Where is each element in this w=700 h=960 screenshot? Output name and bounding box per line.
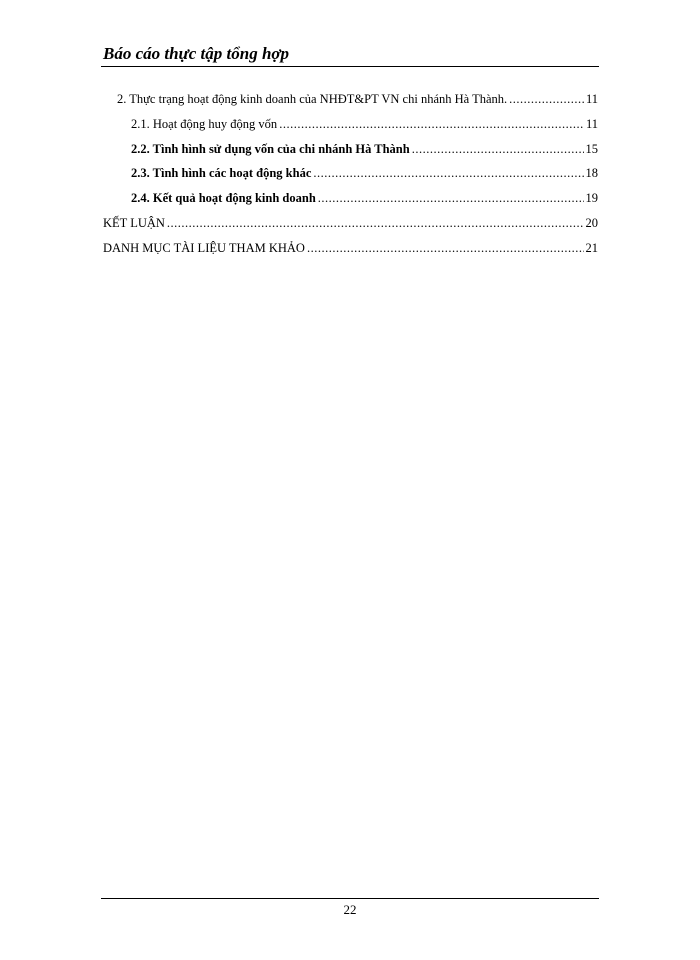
toc-dot-leader <box>307 240 584 256</box>
toc-dot-leader <box>313 165 583 181</box>
toc-entry-label: 2.3. Tình hình các hoạt động khác <box>131 166 312 180</box>
toc-entry-label: DANH MỤC TÀI LIỆU THAM KHẢO <box>103 241 305 255</box>
footer-divider <box>101 898 599 899</box>
toc-entry[interactable] <box>131 165 598 181</box>
page-header-title: Báo cáo thực tập tổng hợp <box>103 44 290 63</box>
toc-dot-leader <box>279 116 584 132</box>
toc-entry-page: 21 <box>585 241 598 255</box>
toc-entry[interactable] <box>103 240 598 256</box>
toc-dot-leader <box>509 91 584 107</box>
toc-entry[interactable] <box>131 190 598 206</box>
toc-dot-leader <box>318 190 584 206</box>
toc-entry[interactable] <box>131 116 598 132</box>
toc-entry[interactable] <box>103 215 598 231</box>
page-number: 22 <box>343 902 357 917</box>
toc-entry-label: KẾT LUẬN <box>103 216 165 230</box>
toc-entry[interactable] <box>117 91 598 107</box>
toc-entry-page: 15 <box>585 142 598 156</box>
toc-entry-page: 11 <box>585 117 598 131</box>
toc-entry-page: 20 <box>585 216 598 230</box>
header-divider <box>101 66 599 67</box>
toc-entry-page: 18 <box>585 166 598 180</box>
toc-entry-label: 2.2. Tình hình sử dụng vốn của chi nhánh Hà Thành <box>131 142 410 156</box>
toc-entry-label: 2.4. Kết quả hoạt động kinh doanh <box>131 191 316 205</box>
toc-entry[interactable] <box>131 141 598 157</box>
toc-dot-leader <box>167 215 584 231</box>
toc-entry-page: 11 <box>585 92 598 106</box>
toc-entry-page: 19 <box>585 191 598 205</box>
toc-entry-label: 2. Thực trạng hoạt động kinh doanh của NHĐT&PT VN chi nhánh Hà Thành. <box>117 92 508 106</box>
toc-entry-label: 2.1. Hoạt động huy động vốn <box>131 117 278 131</box>
toc-dot-leader <box>412 141 584 157</box>
